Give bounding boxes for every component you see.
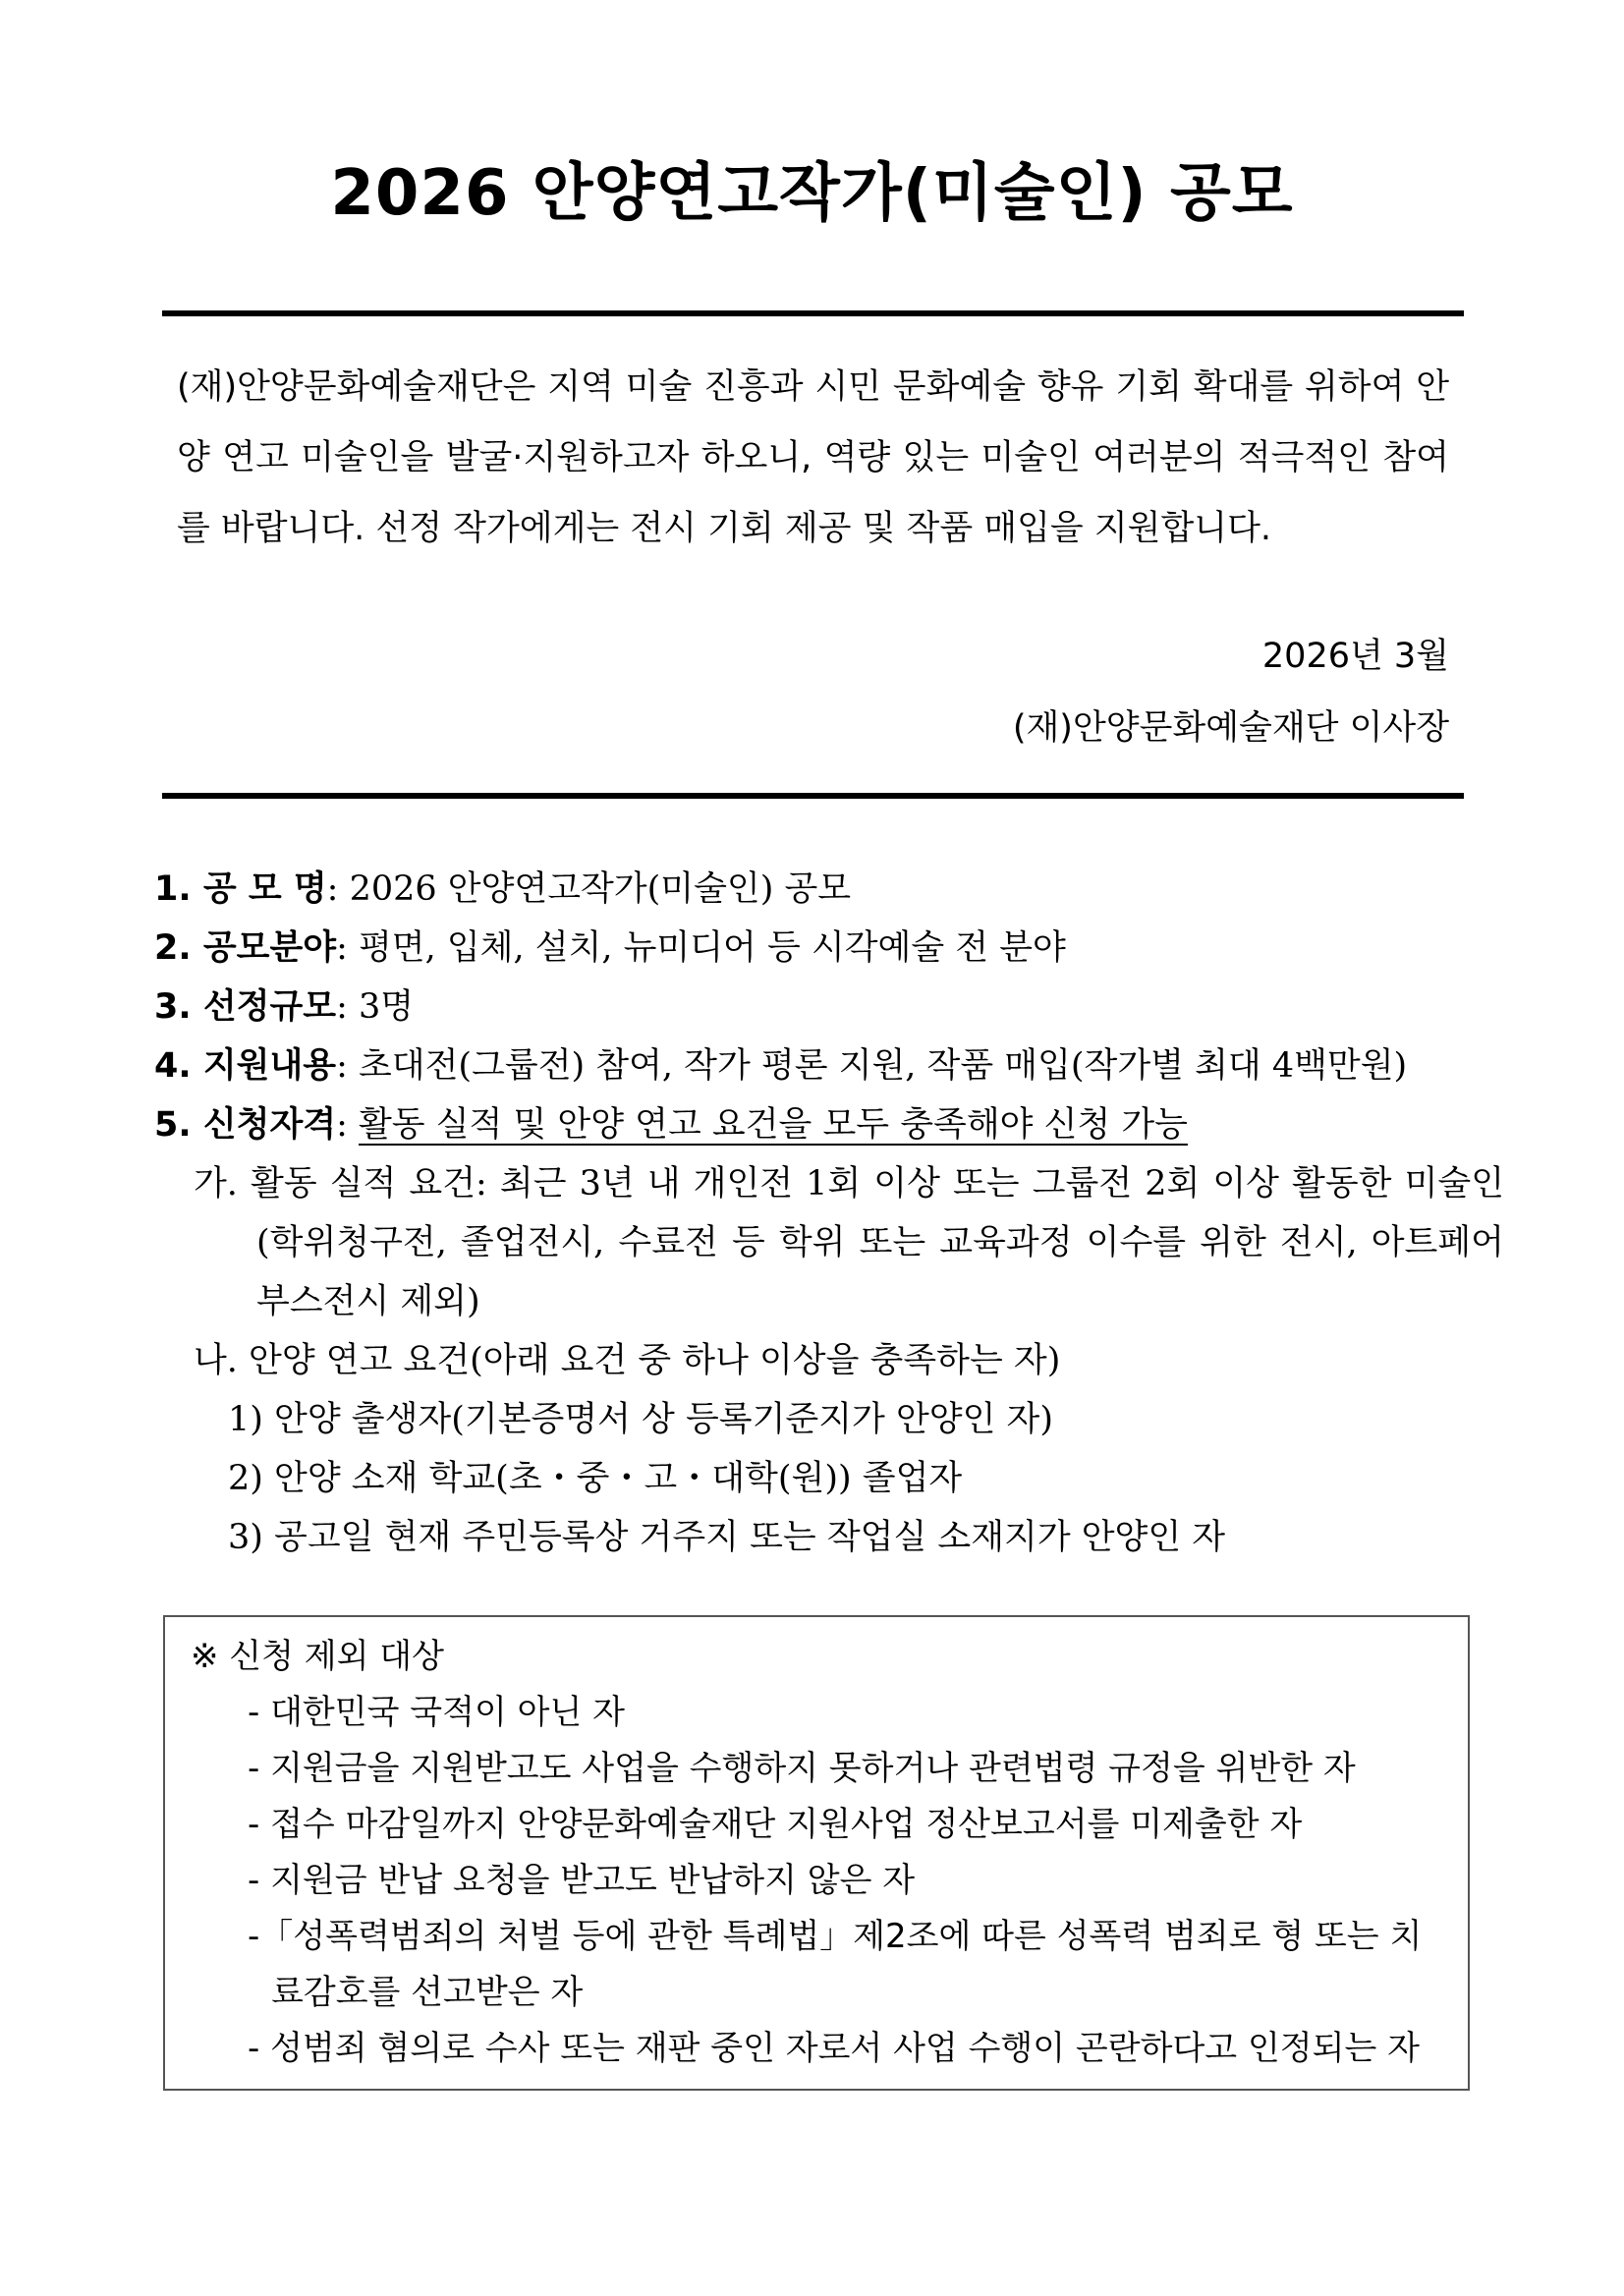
item-selection-scale (154, 978, 1471, 1036)
item-colon: : (336, 1046, 359, 1086)
item-label: 2. 공모분야 (154, 928, 337, 968)
exclusion-item: - 성범죄 혐의로 수사 또는 재판 중인 자로서 사업 수행이 곤란하다고 인정되는 자 (248, 2029, 1420, 2068)
item-colon: : (336, 928, 359, 968)
exclusion-item: - 지원금 반납 요청을 받고도 반납하지 않은 자 (248, 1861, 916, 1900)
top-divider (162, 310, 1464, 316)
residency-option: 2) 안양 소재 학교(초・중・고・대학(원)) 졸업자 (228, 1459, 963, 1498)
item-value: 초대전(그룹전) 참여, 작가 평론 지원, 작품 매입(작가별 최대 4백만원) (359, 1046, 1408, 1086)
announcement-items (154, 860, 1504, 1567)
exclusion-item: - 접수 마감일까지 안양문화예술재단 지원사업 정산보고서를 미제출한 자 (248, 1805, 1303, 1844)
item-label: 4. 지원내용 (154, 1046, 337, 1086)
exclusion-item: - 대한민국 국적이 아닌 자 (248, 1693, 625, 1732)
item-colon: : (326, 869, 350, 909)
exclusion-box (163, 1615, 1470, 2091)
item-eligibility (154, 1095, 1471, 1154)
page-title: 2026 안양연고작가(미술인) 공모 (330, 157, 1294, 230)
item-contest-name (154, 860, 1471, 919)
signer: (재)안양문화예술재단 이사장 (1012, 708, 1449, 748)
residency-requirement: 나. 안양 연고 요건(아래 요건 중 하나 이상을 충족하는 자) (194, 1341, 1061, 1380)
item-value: 활동 실적 및 안양 연고 요건을 모두 충족해야 신청 가능 (359, 1105, 1188, 1145)
exclusion-item: -「성폭력범죄의 처벌 등에 관한 특례법」제2조에 따른 성폭력 범죄로 형 또는 치료감호를 선고받은 자 (248, 1917, 1423, 2012)
item-colon: : (336, 1105, 359, 1145)
item-label: 1. 공 모 명 (154, 869, 327, 909)
item-label: 5. 신청자격 (154, 1105, 337, 1145)
item-value: 평면, 입체, 설치, 뉴미디어 등 시각예술 전 분야 (359, 928, 1066, 968)
intro-paragraph: (재)안양문화예술재단은 지역 미술 진흥과 시민 문화예술 향유 기회 확대를 위하여 안양 연고 미술인을 발굴·지원하고자 하오니, 역량 있는 미술인 여러분의 적극적인 참여를 바랍니다. 선정 작가에게는 전시 기회 제공 및 작품 매입을 지원합니다. (177, 367, 1449, 548)
announcement-date: 2026년 3월 (1261, 637, 1449, 676)
item-contest-field (154, 919, 1471, 978)
item-support-content (154, 1036, 1471, 1095)
item-value: 3명 (359, 987, 415, 1027)
exclusion-title: ※ 신청 제외 대상 (191, 1637, 444, 1676)
residency-option: 3) 공고일 현재 주민등록상 거주지 또는 작업실 소재지가 안양인 자 (228, 1518, 1226, 1557)
bottom-divider (162, 793, 1464, 799)
activity-requirement: 가. 활동 실적 요건: 최근 3년 내 개인전 1회 이상 또는 그룹전 2회 이상 활동한 미술인(학위청구전, 졸업전시, 수료전 등 학위 또는 교육과정 이수를 위한 전시, 아트페어 부스전시 제외) (194, 1164, 1504, 1321)
exclusion-item: - 지원금을 지원받고도 사업을 수행하지 못하거나 관련법령 규정을 위반한 자 (248, 1749, 1356, 1788)
item-value: 2026 안양연고작가(미술인) 공모 (349, 869, 852, 909)
item-colon: : (336, 987, 359, 1027)
item-label: 3. 선정규모 (154, 987, 337, 1027)
residency-option: 1) 안양 출생자(기본증명서 상 등록기준지가 안양인 자) (228, 1400, 1053, 1439)
